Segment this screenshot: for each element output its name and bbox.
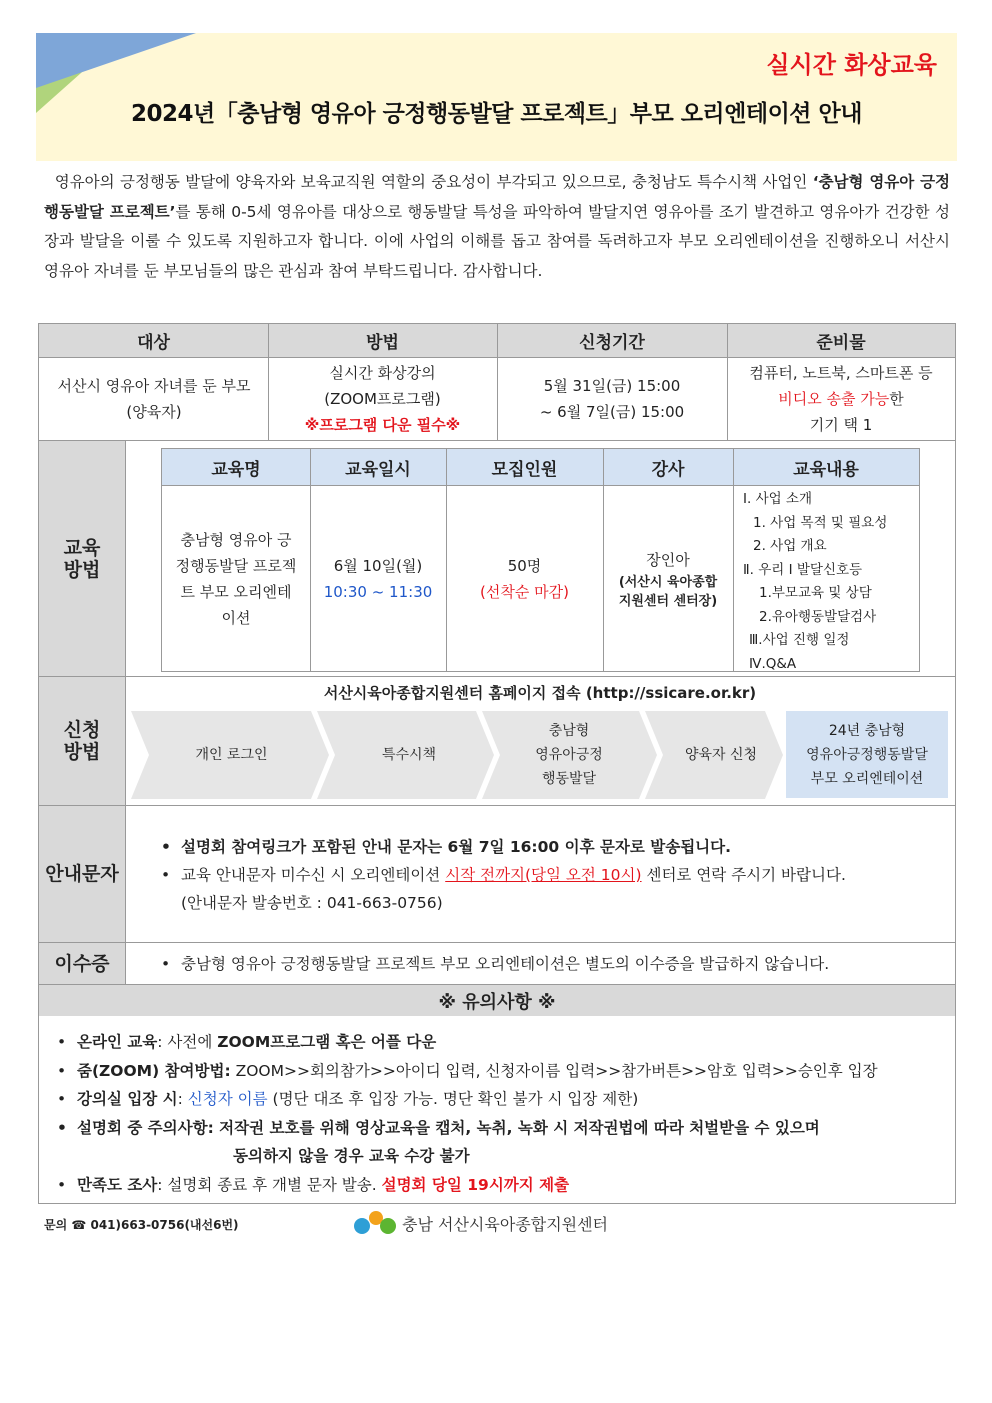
- caution-item-1-text: : 사전에: [157, 1033, 218, 1051]
- content-item: 2. 사업 개요: [753, 538, 827, 554]
- edu-header-date: 교육일시: [345, 459, 411, 480]
- header-target: 대상: [39, 324, 268, 357]
- prep-line-2: 한: [889, 390, 904, 408]
- caution-item-3-b: (명단 대조 후 입장 가능. 명단 확인 불가 시 입장 제한): [267, 1090, 639, 1108]
- caution-item-1-label: 온라인 교육: [77, 1033, 158, 1051]
- edu-name: 충남형 영유아 긍정행동발달 프로젝트 부모 오리엔테이션: [175, 530, 297, 627]
- header-method: 방법: [268, 324, 497, 357]
- step-2: 특수시책: [381, 747, 437, 763]
- caution-item-5-text: : 설명회 종료 후 개별 문자 발송.: [157, 1175, 382, 1194]
- method-value: [268, 358, 497, 440]
- method-note: ※프로그램 다운 필수※: [304, 416, 461, 434]
- footer-org: 충남 서산시육아종합지원센터: [402, 1215, 609, 1234]
- notice-item-2b: 센터로 연락 주시기 바랍니다.: [641, 866, 846, 884]
- caution-item-4-text: 저작권 보호를 위해 영상교육을 캡처, 녹취, 녹화 시 저작권법에 따라 처벌받을 수 있으며: [213, 1118, 820, 1137]
- apply-site: 서산시육아종합지원센터 홈페이지 접속 (http://ssicare.or.kr): [323, 683, 757, 702]
- overview-table: [38, 323, 956, 441]
- education-table: [161, 448, 920, 672]
- prep-value: [727, 358, 955, 440]
- details-box: [38, 440, 956, 985]
- caution-item-2-label: 줌(ZOOM) 참여방법:: [77, 1061, 231, 1080]
- caution-item-5: [77, 1171, 945, 1200]
- edu-header-name: 교육명: [211, 459, 261, 480]
- edu-datetime: [310, 486, 446, 671]
- caution-list: [55, 1028, 945, 1199]
- caution-title: ※ 유의사항 ※: [39, 985, 955, 1016]
- content-item: 1.부모교육 및 상담: [759, 585, 872, 601]
- period-value: [497, 358, 727, 440]
- edu-time: 10:30 ~ 11:30: [323, 582, 433, 601]
- intro-text-2: 를 통해 0-5세 영유아를 대상으로 행동발달 특성을 파악하여 발달지연 영유아를 조기 발견하고 영유아가 건강한 성장과 발달을 이룰 수 있도록 지원하고자 합니다. 이에 사업의 이해를 돕고 참여를 독려하고자 부모 오리엔테이션을 진행하오니 서산시 영유아 자녀를 둔 부모님들의 많은 관심과 참여 부탁드립니다. 감사합니다.: [44, 202, 950, 280]
- edu-header-contents: 교육내용: [793, 459, 859, 480]
- step-3: 충남형 영유아긍정 행동발달: [535, 723, 603, 787]
- certificate-text: • 충남형 영유아 긍정행동발달 프로젝트 부모 오리엔테이션은 별도의 이수증을 발급하지 않습니다.: [181, 950, 949, 978]
- caution-item-3: [77, 1085, 945, 1114]
- content-item: 1. 사업 목적 및 필요성: [753, 514, 888, 531]
- content-item: Ⅰ. 사업 소개: [743, 491, 813, 507]
- step-1: 개인 로그인: [195, 747, 268, 763]
- page-title: 2024년「충남형 영유아 긍정행동발달 프로젝트」부모 오리엔테이션 안내: [131, 101, 862, 127]
- caution-item-2: [77, 1057, 945, 1086]
- caution-item-1-bold: ZOOM프로그램 혹은 어플 다운: [217, 1033, 437, 1051]
- header-prep: 준비물: [727, 324, 955, 357]
- org-logo-icon: [352, 1208, 398, 1238]
- edu-header-instructor: 강사: [651, 459, 685, 480]
- edu-contents: [743, 488, 915, 676]
- content-item: Ⅲ.사업 진행 일정: [749, 632, 850, 648]
- caution-item-2-text: ZOOM>>회의참가>>아이디 입력, 신청자이름 입력>>참가버튼>>암호 입력>>승인후 입장: [230, 1061, 878, 1080]
- prep-line-1: 컴퓨터, 노트북, 스마트폰 등: [749, 364, 933, 382]
- notice-phone: (안내문자 발송번호 : 041-663-0756): [181, 894, 443, 912]
- edu-date: 6월 10일(월): [333, 556, 423, 575]
- caution-item-4-label: 설명회 중 주의사항:: [77, 1118, 214, 1137]
- caution-item-4: [77, 1114, 945, 1171]
- caution-item-3-blue: 신청자 이름: [187, 1090, 268, 1108]
- caution-item-1: [77, 1028, 945, 1057]
- edu-instructor: [603, 486, 733, 671]
- notice-item-1: • 설명회 참여링크가 포함된 안내 문자는 6월 7일 16:00 이후 문자로 발송됩니다.: [181, 833, 949, 861]
- certificate-content: [159, 950, 949, 978]
- header-period: 신청기간: [497, 324, 727, 357]
- caution-item-5-label: 만족도 조사: [77, 1175, 158, 1194]
- content-item: 2.유아행동발달검사: [759, 608, 877, 625]
- caution-item-4-text2: 동의하지 않을 경우 교육 수강 불가: [233, 1147, 470, 1165]
- intro-text-1: 영유아의 긍정행동 발달에 양육자와 보육교직원 역할의 중요성이 부각되고 있으므로, 충청남도 특수시책 사업인: [54, 173, 813, 191]
- method-line-2: (ZOOM프로그램): [324, 390, 441, 408]
- edu-capacity-note: (선착순 마감): [480, 582, 569, 601]
- target-value: 서산시 영유아 자녀를 둔 부모(양육자): [57, 377, 251, 421]
- method-line-1: 실시간 화상강의: [329, 364, 436, 382]
- caution-item-5-red: 설명회 당일 19시까지 제출: [381, 1175, 570, 1194]
- header-subtitle: 실시간 화상교육: [766, 51, 937, 79]
- edu-capacity: [446, 486, 603, 671]
- decorative-blue-corner: [36, 33, 196, 88]
- edu-capacity-value: 50명: [507, 556, 542, 575]
- certificate-label: 이수증: [39, 943, 125, 984]
- notice-label: 안내문자: [39, 806, 125, 942]
- caution-box: [38, 984, 956, 1204]
- period-line-2: ~ 6월 7일(금) 15:00: [539, 403, 685, 421]
- caution-item-3-a: :: [177, 1090, 188, 1108]
- step-4: 양육자 신청: [684, 747, 758, 763]
- footer-contact: 문의 ☎ 041)663-0756(내선6번): [44, 1218, 239, 1232]
- content-item: Ⅱ. 우리 I 발달신호등: [743, 561, 863, 578]
- notice-item-2-underline: 시작 전까지(당일 오전 10시): [445, 866, 642, 884]
- edu-header-capacity: 모집인원: [491, 459, 558, 480]
- notice-content: [159, 833, 949, 917]
- apply-label: 신청 방법: [39, 677, 125, 805]
- intro-paragraph: [44, 168, 950, 286]
- content-item: Ⅳ.Q&A: [749, 655, 797, 672]
- step-final: 24년 충남형 영유아긍정행동발달 부모 오리엔테이션: [786, 711, 948, 798]
- education-label: 교육 방법: [39, 441, 125, 676]
- intro-text-bold: ‘충남형 영유아 긍정행동발달 프로젝트’: [44, 173, 951, 221]
- notice-item-2a: 교육 안내문자 미수신 시 오리엔테이션: [181, 866, 446, 884]
- notice-item-2: [181, 861, 949, 917]
- edu-instructor-org: (서산시 육아종합지원센터 센터장): [618, 574, 718, 609]
- prep-red: 비디오 송출 가능: [778, 390, 890, 408]
- header-banner: [36, 33, 957, 161]
- edu-instructor-name: 장인아: [646, 550, 690, 569]
- period-line-1: 5월 31일(금) 15:00: [543, 377, 681, 395]
- caution-item-3-label: 강의실 입장 시: [77, 1090, 178, 1108]
- prep-line-3: 기기 택 1: [809, 416, 873, 434]
